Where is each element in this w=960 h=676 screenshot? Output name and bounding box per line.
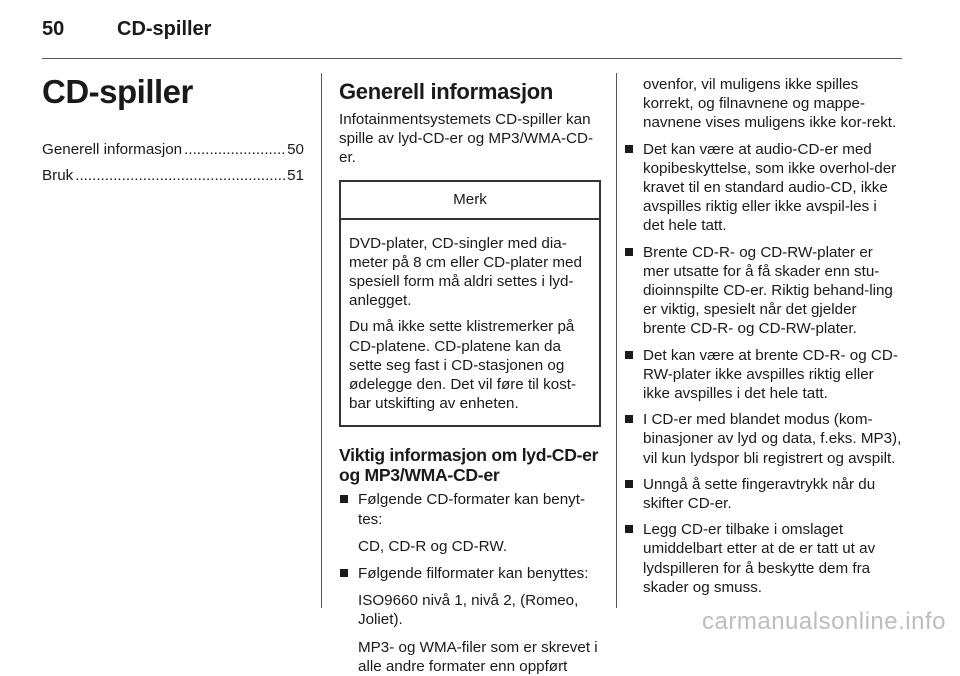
bullet-item: Brente CD-R- og CD-RW-plater er mer utsatte for å få skader enn stu-dioinnspilte CD-er. Riktig behand-ling er viktig, spesielt når det gjelder brente CD-R- og CD-RW-plater. <box>624 243 902 339</box>
bullet-item: Unngå å sette fingeravtrykk når du skifter CD-er. <box>624 475 902 513</box>
watermark: carmanualsonline.info <box>702 608 946 635</box>
note-body <box>341 220 599 426</box>
header-rule <box>42 58 902 59</box>
bullet-item: I CD-er med blandet modus (kom-binasjoner av lyd og data, f.eks. MP3), vil kun lydspor bli registrert og avspilt. <box>624 410 902 468</box>
toc-entry-page: 50 <box>287 141 304 158</box>
toc-entry[interactable] <box>42 166 304 192</box>
section-intro: Infotainmentsystemets CD-spiller kan spille av lyd-CD-er og MP3/WMA-CD-er. <box>339 111 594 167</box>
bullet-detail: MP3- og WMA-filer som er skrevet i alle andre formater enn oppført <box>358 638 598 675</box>
toc-entry-label: Bruk <box>42 167 74 184</box>
toc-entry-label: Generell informasjon <box>42 141 183 158</box>
chapter-title: CD-spiller <box>42 73 193 110</box>
section-title: Generell informasjon <box>339 79 554 104</box>
note-paragraph: DVD-plater, CD-singler med dia-meter på 8 cm eller CD-plater med spesiell form må aldri settes i lyd-anlegget. <box>349 234 582 310</box>
bullet-item: Legg CD-er tilbake i omslaget umiddelbart etter at de er tatt ut av lydspilleren for å beskytte dem fra skader og smuss. <box>624 520 902 597</box>
column-divider-1 <box>321 73 322 608</box>
continuation-column <box>624 75 902 597</box>
bullet-item: Det kan være at brente CD-R- og CD-RW-plater ikke avspilles riktig eller ikke avspilles i det hele tatt. <box>624 346 902 404</box>
toc-entry-page: 51 <box>287 167 304 184</box>
bullet-detail: ISO9660 nivå 1, nivå 2, (Romeo, Joliet). <box>358 592 579 629</box>
main-column <box>339 80 601 676</box>
note-box <box>339 180 601 428</box>
bullet-detail: CD, CD-R og CD-RW. <box>358 537 508 555</box>
bullet-item: Det kan være at audio-CD-er med kopibeskyttelse, som ikke overhol-der kravet til en standard audio-CD, ikke avspilles riktig eller ikke avspil-les i det hele tatt. <box>624 140 902 236</box>
page-number: 50 <box>42 18 65 40</box>
bullet-item: Følgende CD-formater kan benyt-tes: <box>339 490 601 528</box>
continued-text: ovenfor, vil muligens ikke spilles korrekt, og filnavnene og mappe-navnene vises muligens ikke kor-rekt. <box>643 76 897 132</box>
toc-entry[interactable] <box>42 140 304 166</box>
note-paragraph: Du må ikke sette klistremerker på CD-platene. CD-platene kan da sette seg fast i CD-stasjonen og ødelegge den. Det vil føre til kost-bar utskifting av enheten. <box>349 318 577 413</box>
toc-column <box>42 72 304 192</box>
note-title: Merk <box>341 182 599 220</box>
bullet-item: Følgende filformater kan benyttes: <box>339 564 601 583</box>
toc-leader-dots <box>75 166 285 185</box>
toc-leader-dots <box>184 140 285 159</box>
column-divider-2 <box>616 73 617 608</box>
subsection-title: Viktig informasjon om lyd-CD-er og MP3/WMA-CD-er <box>339 445 599 486</box>
running-chapter-title: CD-spiller <box>117 18 212 40</box>
